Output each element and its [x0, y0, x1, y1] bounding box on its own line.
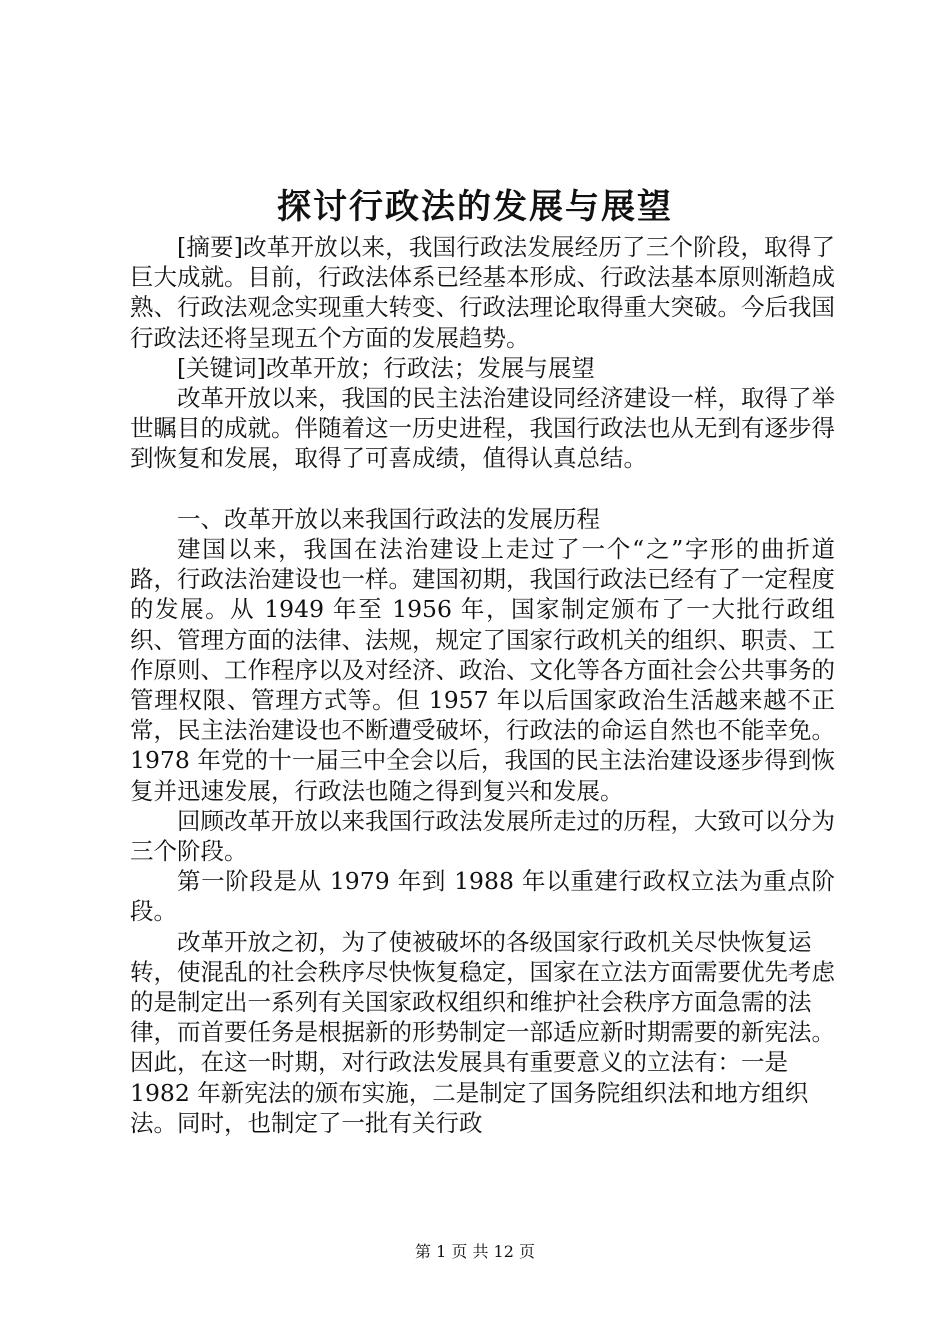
section-heading: 一、改革开放以来我国行政法的发展历程 [177, 504, 600, 533]
paragraph-spacer [130, 474, 835, 504]
body-paragraph: 第一阶段是从 1979 年到 1988 年以重建行政权立法为重点阶段。 [130, 867, 835, 926]
keywords-paragraph: [关键词]改革开放；行政法；发展与展望 [177, 353, 595, 382]
page-footer: 第 1 页 共 12 页 [415, 1242, 535, 1261]
document-title: 探讨行政法的发展与展望 [277, 187, 673, 227]
body-paragraph: 建国以来，我国在法治建设上走过了一个“之”字形的曲折道路，行政法治建设也一样。建国初期，我国行政法已经有了一定程度的发展。从 1949 年至 1956 年，国家制定颁布了一大批行政组织、管理方面的法律、法规，规定了国家行政机关的组织、职责、工作原则、工作程序以及对经济、政治、文化等各方面社会公共事务的管理权限、管理方式等。但 1957 年以后国家政治生活越来越不正常，民主法治建设也不断遭受破坏，行政法的命运自然也不能幸免。1978 年党的十一届三中全会以后，我国的民主法治建设逐步得到恢复并迅速发展，行政法也随之得到复兴和发展。 [130, 535, 835, 805]
intro-paragraph: 改革开放以来，我国的民主法治建设同经济建设一样，取得了举世瞩目的成就。伴随着这一历史进程，我国行政法也从无到有逐步得到恢复和发展，取得了可喜成绩，值得认真总结。 [130, 384, 835, 473]
body-paragraph: 回顾改革开放以来我国行政法发展所走过的历程，大致可以分为三个阶段。 [130, 806, 835, 866]
body-paragraph: 改革开放之初，为了使被破坏的各级国家行政机关尽快恢复运转，使混乱的社会秩序尽快恢复稳定，国家在立法方面需要优先考虑的是制定出一系列有关国家政权组织和维护社会秩序方面急需的法律，而首要任务是根据新的形势制定一部适应新时期需要的新宪法。因此，在这一时期，对行政法发展具有重要意义的立法有：一是 1982 年新宪法的颁布实施，二是制定了国务院组织法和地方组织法。同时，也制定了一批有关行政 [130, 927, 835, 1137]
abstract-paragraph: [摘要]改革开放以来，我国行政法发展经历了三个阶段，取得了巨大成就。目前，行政法体系已经基本形成、行政法基本原则渐趋成熟、行政法观念实现重大转变、行政法理论取得重大突破。今后我国行政法还将呈现五个方面的发展趋势。 [130, 233, 835, 352]
document-body [130, 232, 835, 1138]
